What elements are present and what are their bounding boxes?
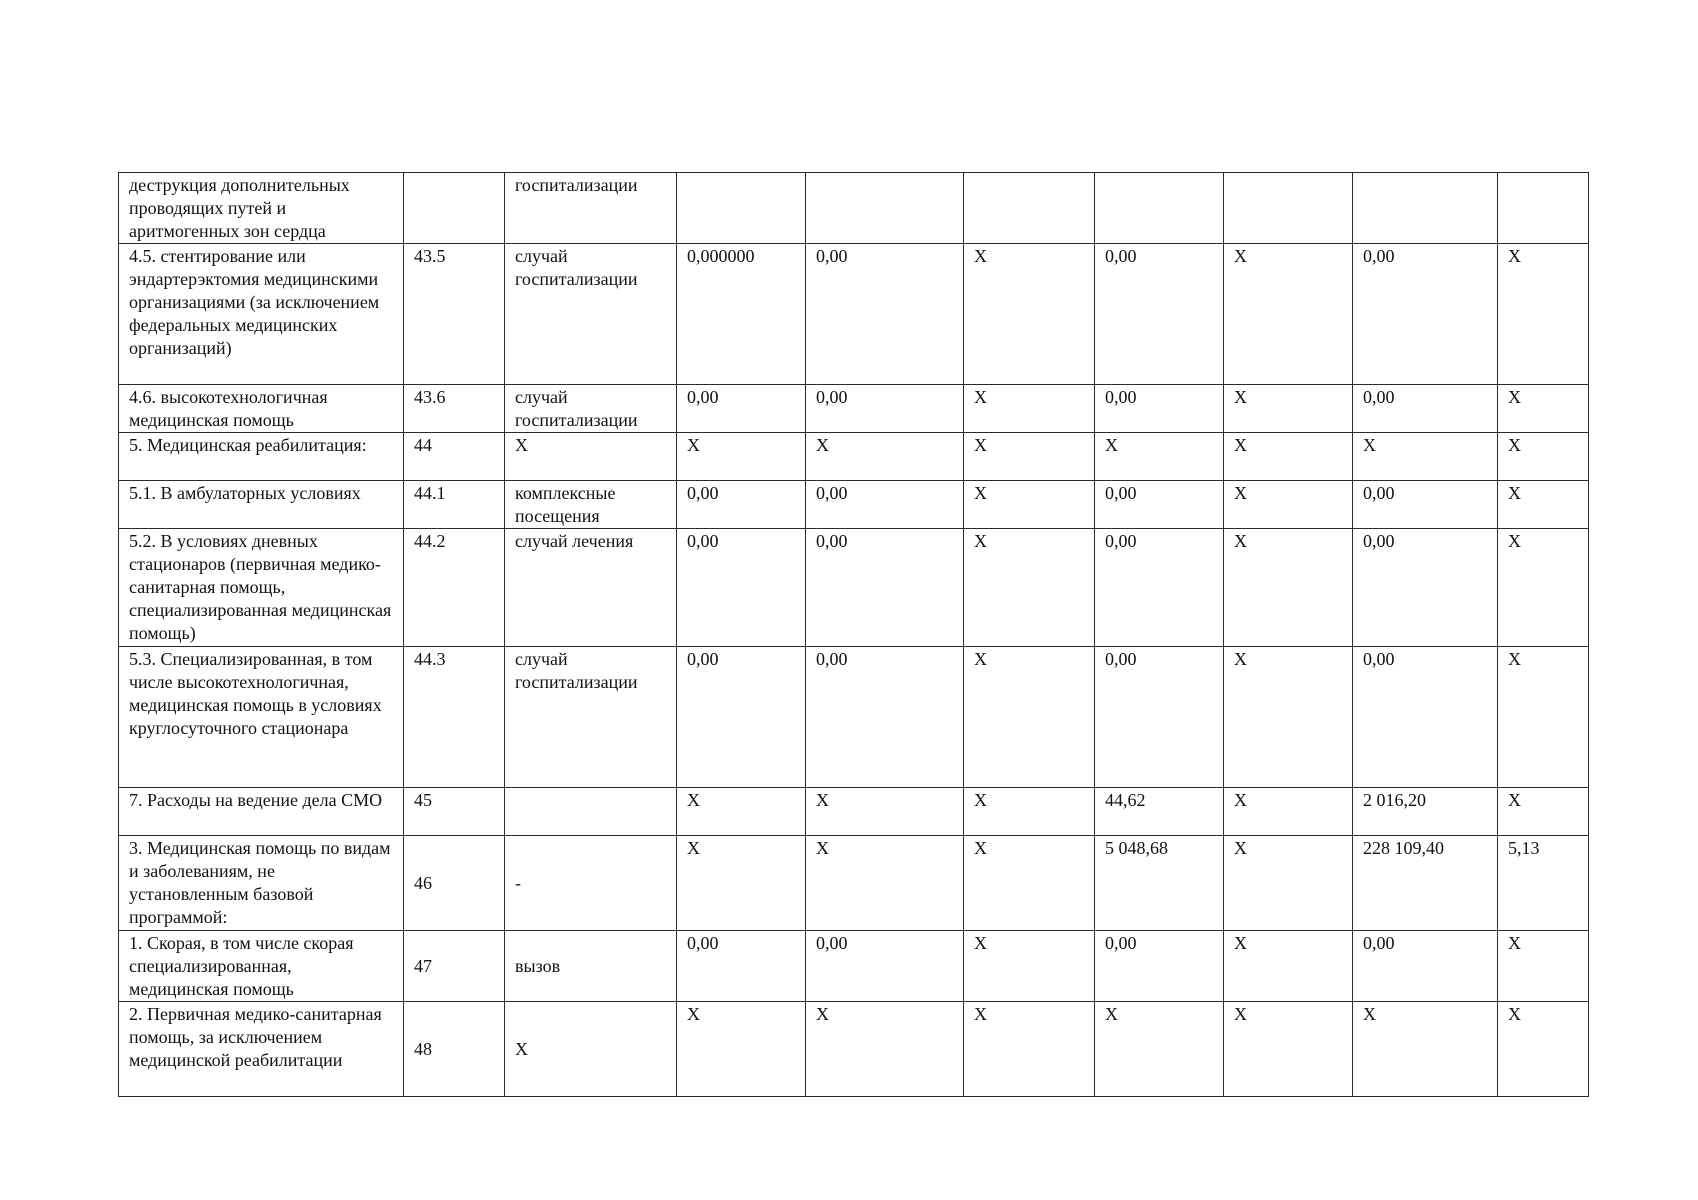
row-unit-cell: [505, 788, 677, 836]
value-cell: X: [1224, 433, 1353, 481]
row-unit-cell: вызов: [505, 931, 677, 1002]
value-cell: 0,00: [677, 931, 806, 1002]
value-cell: [1095, 173, 1224, 244]
value-cell: 0,00: [677, 385, 806, 433]
value-cell: [1498, 173, 1589, 244]
value-cell: 0,00: [1095, 647, 1224, 788]
value-cell: X: [964, 385, 1095, 433]
value-cell: 0,00: [1095, 931, 1224, 1002]
row-code-cell: 48: [404, 1002, 505, 1097]
value-cell: X: [1498, 529, 1589, 647]
value-cell: X: [806, 836, 964, 931]
table-row: [119, 836, 1589, 931]
table-row: [119, 788, 1589, 836]
value-cell: 44,62: [1095, 788, 1224, 836]
value-cell: X: [1095, 433, 1224, 481]
value-cell: X: [1498, 244, 1589, 385]
row-code-cell: 44.1: [404, 481, 505, 529]
value-cell: 0,00: [1095, 385, 1224, 433]
row-unit-cell: -: [505, 836, 677, 931]
table-row: [119, 433, 1589, 481]
value-cell: X: [1224, 931, 1353, 1002]
row-name-cell: 5.1. В амбулаторных условиях: [119, 481, 404, 529]
value-cell: X: [1224, 647, 1353, 788]
value-cell: 0,00: [1095, 244, 1224, 385]
row-name-cell: 5.2. В условиях дневных стационаров (первичная медико-санитарная помощь, специализированная медицинская помощь): [119, 529, 404, 647]
value-cell: 0,00: [806, 244, 964, 385]
value-cell: [964, 173, 1095, 244]
row-unit-cell: случай госпитализации: [505, 244, 677, 385]
value-cell: 0,00: [677, 481, 806, 529]
value-cell: 5,13: [1498, 836, 1589, 931]
row-unit-cell: X: [505, 1002, 677, 1097]
row-code-cell: 43.6: [404, 385, 505, 433]
row-code-cell: 44: [404, 433, 505, 481]
row-name-cell: 4.6. высокотехнологичная медицинская помощь: [119, 385, 404, 433]
value-cell: X: [1224, 1002, 1353, 1097]
value-cell: X: [1498, 1002, 1589, 1097]
row-code-cell: 44.3: [404, 647, 505, 788]
value-cell: X: [1224, 836, 1353, 931]
value-cell: X: [677, 1002, 806, 1097]
row-code-cell: [404, 173, 505, 244]
value-cell: X: [964, 433, 1095, 481]
value-cell: 0,00: [1095, 529, 1224, 647]
row-code-cell: 46: [404, 836, 505, 931]
value-cell: 2 016,20: [1353, 788, 1498, 836]
table-row: [119, 173, 1589, 244]
value-cell: X: [1498, 385, 1589, 433]
value-cell: X: [1224, 244, 1353, 385]
value-cell: X: [1353, 1002, 1498, 1097]
value-cell: 0,00: [806, 481, 964, 529]
row-name-cell: 2. Первичная медико-санитарная помощь, за исключением медицинской реабилитации: [119, 1002, 404, 1097]
row-code-cell: 44.2: [404, 529, 505, 647]
row-unit-cell: случай госпитализации: [505, 385, 677, 433]
value-cell: X: [1498, 433, 1589, 481]
value-cell: X: [964, 788, 1095, 836]
value-cell: X: [964, 931, 1095, 1002]
row-unit-cell: случай лечения: [505, 529, 677, 647]
row-name-cell: 5.3. Специализированная, в том числе высокотехнологичная, медицинская помощь в условиях круглосуточного стационара: [119, 647, 404, 788]
value-cell: X: [806, 433, 964, 481]
row-code-cell: 43.5: [404, 244, 505, 385]
value-cell: X: [1224, 481, 1353, 529]
data-table: [118, 172, 1589, 1097]
value-cell: X: [1498, 931, 1589, 1002]
value-cell: X: [964, 1002, 1095, 1097]
value-cell: X: [964, 647, 1095, 788]
row-unit-cell: случай госпитализации: [505, 647, 677, 788]
value-cell: 0,00: [806, 529, 964, 647]
value-cell: 0,00: [1353, 647, 1498, 788]
row-unit-cell: комплексные посещения: [505, 481, 677, 529]
row-name-cell: 5. Медицинская реабилитация:: [119, 433, 404, 481]
row-name-cell: 4.5. стентирование или эндартерэктомия медицинскими организациями (за исключением федеральных медицинских организаций): [119, 244, 404, 385]
table-row: [119, 931, 1589, 1002]
value-cell: 0,00: [1353, 931, 1498, 1002]
row-name-cell: деструкция дополнительных проводящих путей и аритмогенных зон сердца: [119, 173, 404, 244]
value-cell: 0,00: [677, 647, 806, 788]
value-cell: X: [964, 836, 1095, 931]
value-cell: 0,000000: [677, 244, 806, 385]
value-cell: 5 048,68: [1095, 836, 1224, 931]
value-cell: X: [1498, 481, 1589, 529]
value-cell: X: [1224, 788, 1353, 836]
value-cell: X: [1498, 647, 1589, 788]
value-cell: X: [677, 433, 806, 481]
table-row: [119, 1002, 1589, 1097]
row-name-cell: 1. Скорая, в том числе скорая специализированная, медицинская помощь: [119, 931, 404, 1002]
value-cell: 0,00: [677, 529, 806, 647]
value-cell: 0,00: [806, 931, 964, 1002]
value-cell: 0,00: [806, 647, 964, 788]
table-row: [119, 481, 1589, 529]
value-cell: X: [1498, 788, 1589, 836]
value-cell: 0,00: [1353, 244, 1498, 385]
value-cell: X: [964, 481, 1095, 529]
value-cell: 0,00: [1353, 481, 1498, 529]
value-cell: [1224, 173, 1353, 244]
value-cell: [806, 173, 964, 244]
table-row: [119, 385, 1589, 433]
row-name-cell: 7. Расходы на ведение дела СМО: [119, 788, 404, 836]
value-cell: 0,00: [1353, 385, 1498, 433]
value-cell: 0,00: [806, 385, 964, 433]
value-cell: [1353, 173, 1498, 244]
table-row: [119, 244, 1589, 385]
value-cell: X: [806, 788, 964, 836]
value-cell: [677, 173, 806, 244]
row-unit-cell: X: [505, 433, 677, 481]
table-row: [119, 529, 1589, 647]
value-cell: X: [1224, 529, 1353, 647]
row-code-cell: 45: [404, 788, 505, 836]
row-code-cell: 47: [404, 931, 505, 1002]
value-cell: X: [806, 1002, 964, 1097]
value-cell: X: [1353, 433, 1498, 481]
row-unit-cell: госпитализации: [505, 173, 677, 244]
value-cell: X: [1095, 1002, 1224, 1097]
value-cell: 0,00: [1353, 529, 1498, 647]
table-row: [119, 647, 1589, 788]
value-cell: X: [677, 836, 806, 931]
value-cell: X: [1224, 385, 1353, 433]
value-cell: X: [964, 244, 1095, 385]
value-cell: X: [677, 788, 806, 836]
value-cell: X: [964, 529, 1095, 647]
row-name-cell: 3. Медицинская помощь по видам и заболеваниям, не установленным базовой программой:: [119, 836, 404, 931]
value-cell: 228 109,40: [1353, 836, 1498, 931]
value-cell: 0,00: [1095, 481, 1224, 529]
